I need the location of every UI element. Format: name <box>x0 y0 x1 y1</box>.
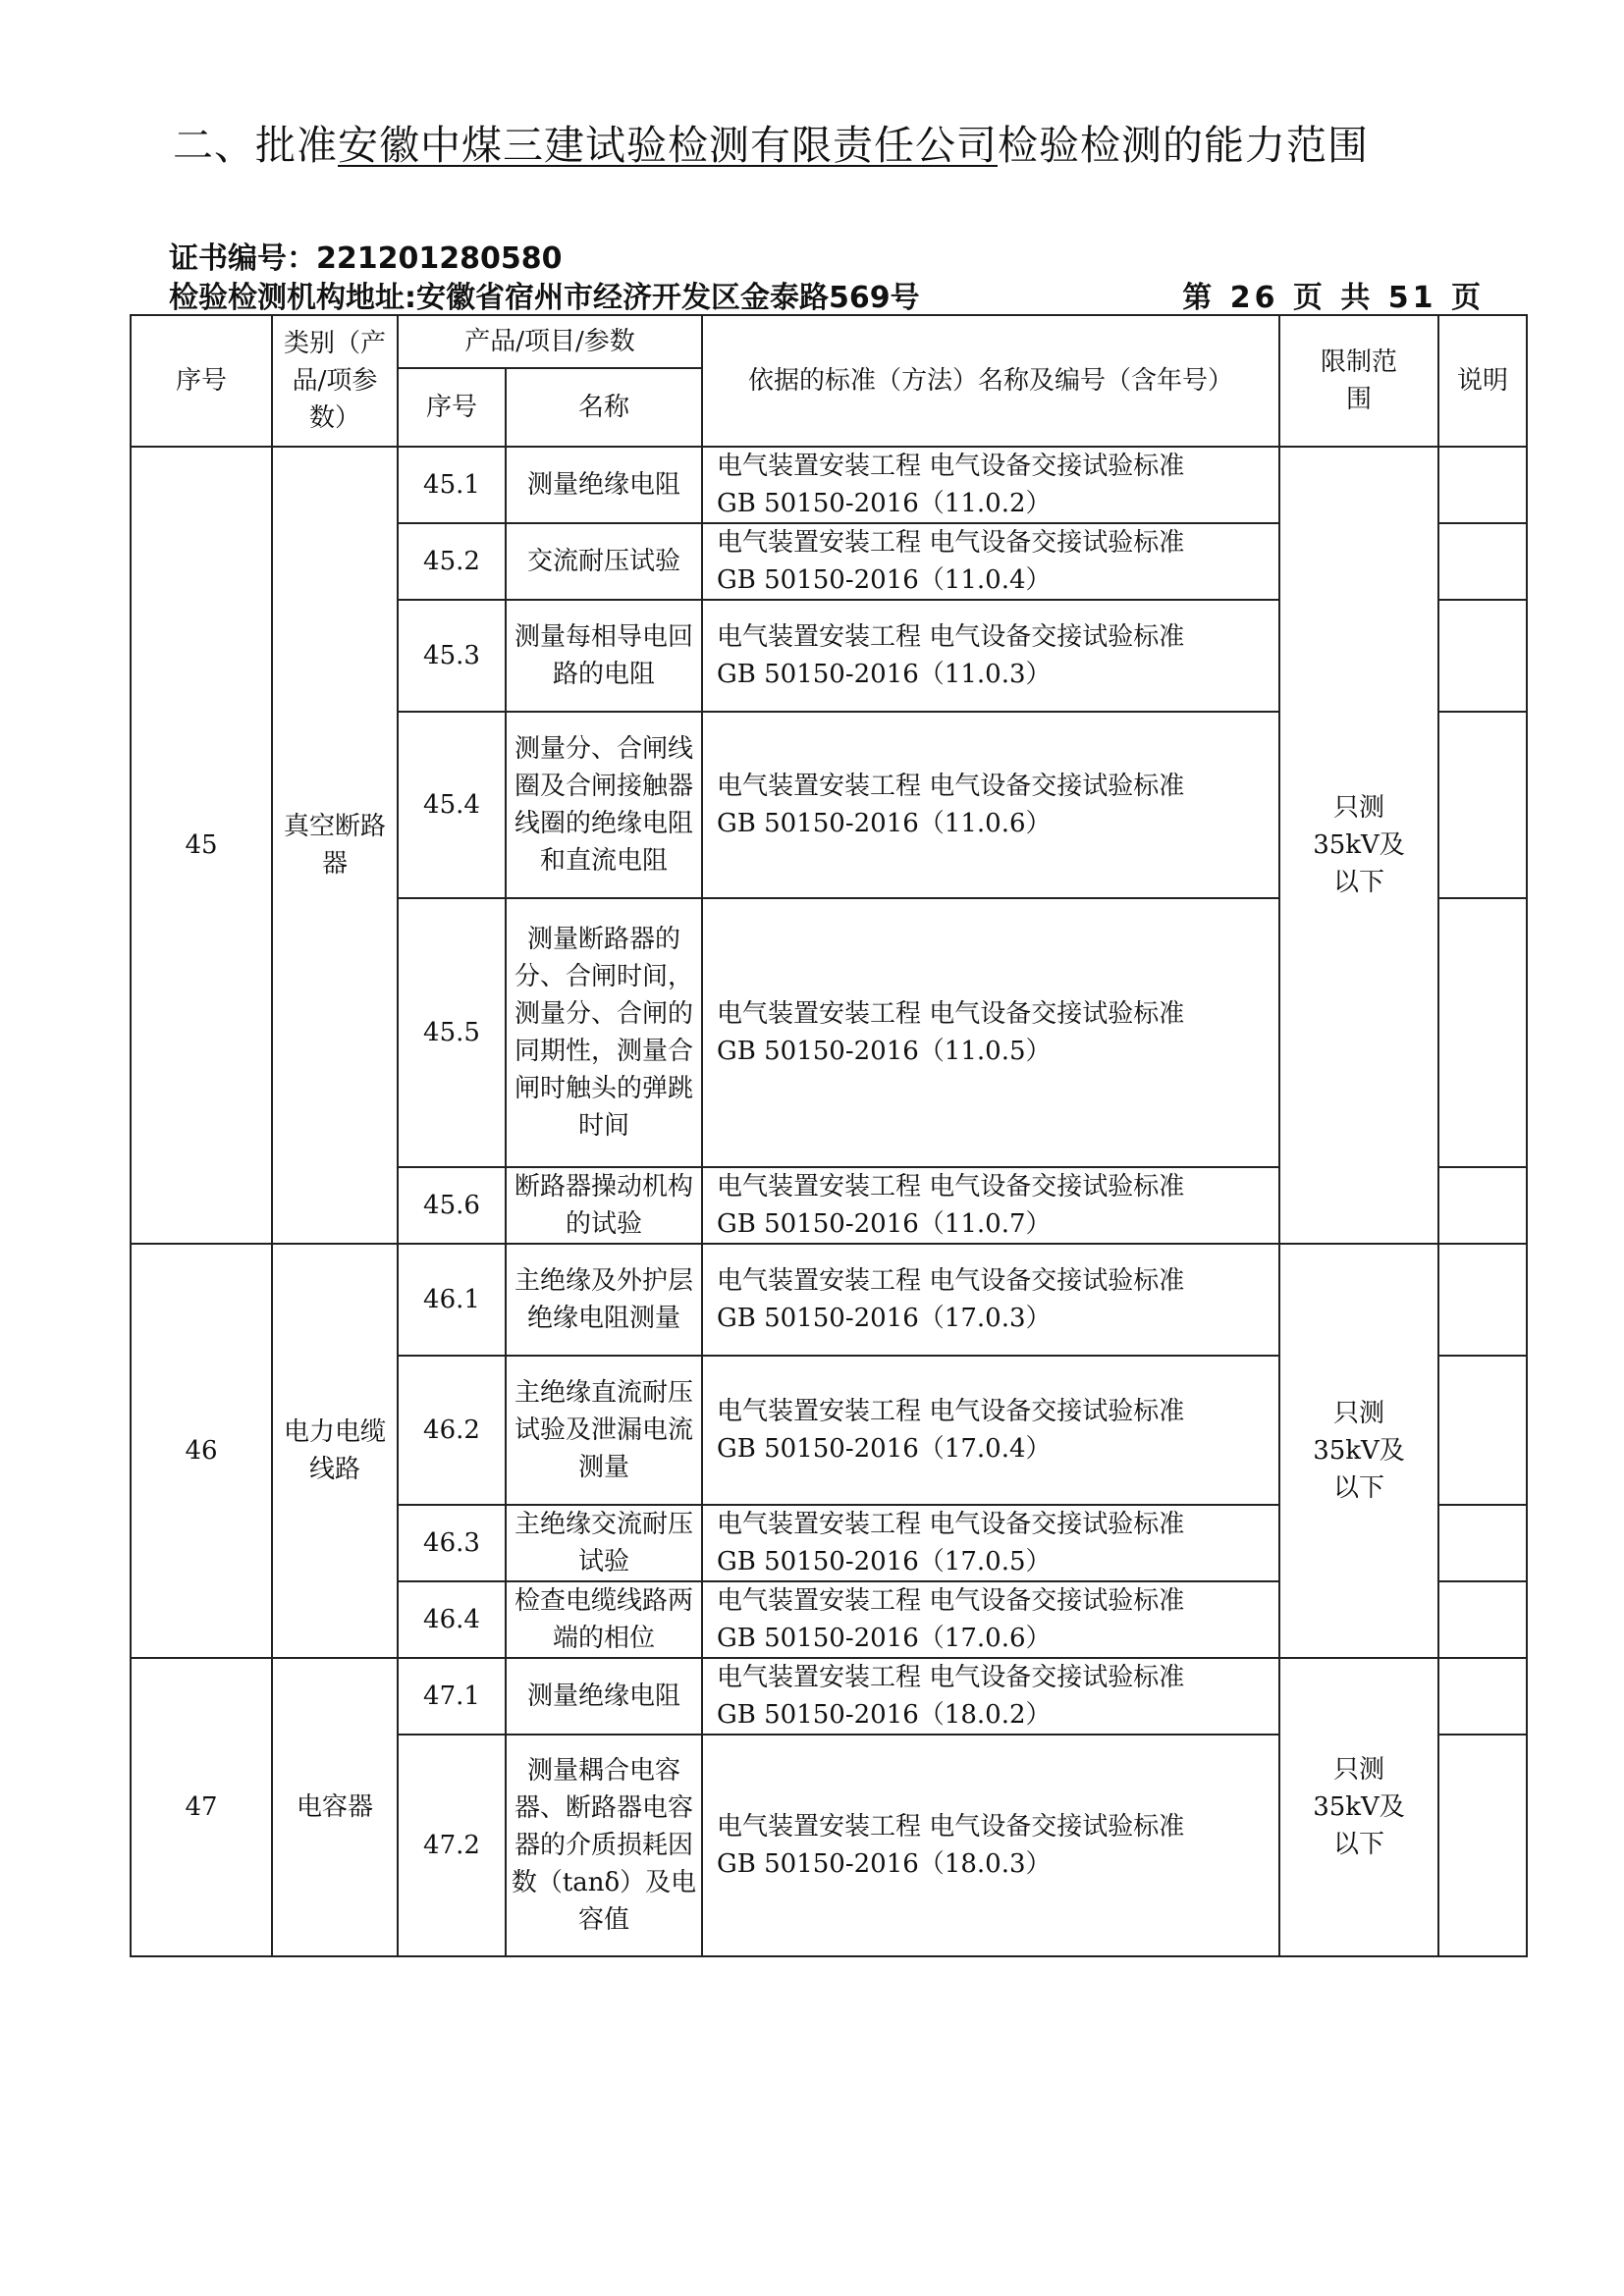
standard-code: GB 50150-2016（17.0.3） <box>717 1304 1052 1333</box>
standard-name: 电气装置安装工程 电气设备交接试验标准 <box>717 999 1185 1029</box>
standard-code: GB 50150-2016（11.0.5） <box>717 1037 1052 1066</box>
item-note <box>1438 712 1527 898</box>
item-standard <box>702 447 1279 523</box>
standard-code: GB 50150-2016（17.0.5） <box>717 1547 1052 1576</box>
item-sub-seq: 45.5 <box>398 898 506 1167</box>
item-sub-seq: 45.1 <box>398 447 506 523</box>
item-name: 测量耦合电容器、断路器电容器的介质损耗因数（tanδ）及电容值 <box>506 1735 702 1956</box>
item-standard <box>702 1356 1279 1505</box>
item-sub-seq: 46.4 <box>398 1581 506 1658</box>
item-standard <box>702 1735 1279 1956</box>
item-sub-seq: 45.2 <box>398 523 506 600</box>
item-sub-seq: 47.1 <box>398 1658 506 1735</box>
page-title <box>173 113 1489 171</box>
item-name: 断路器操动机构的试验 <box>506 1167 702 1244</box>
item-standard <box>702 600 1279 712</box>
item-note <box>1438 1244 1527 1356</box>
standard-name: 电气装置安装工程 电气设备交接试验标准 <box>717 1510 1185 1539</box>
item-note <box>1438 898 1527 1167</box>
standard-code: GB 50150-2016（11.0.4） <box>717 565 1052 595</box>
item-standard <box>702 1505 1279 1581</box>
group-category: 真空断路器 <box>272 447 398 1244</box>
standard-code: GB 50150-2016（18.0.2） <box>717 1700 1052 1730</box>
header-category: 类别（产品/项参数） <box>272 315 398 447</box>
standard-name: 电气装置安装工程 电气设备交接试验标准 <box>717 1397 1185 1426</box>
item-sub-seq: 46.3 <box>398 1505 506 1581</box>
item-note <box>1438 1581 1527 1658</box>
item-standard <box>702 1658 1279 1735</box>
standard-code: GB 50150-2016（17.0.6） <box>717 1624 1052 1653</box>
item-sub-seq: 45.3 <box>398 600 506 712</box>
item-name: 主绝缘交流耐压试验 <box>506 1505 702 1581</box>
address-line <box>169 273 1485 315</box>
item-name: 测量绝缘电阻 <box>506 447 702 523</box>
header-name: 名称 <box>506 368 702 447</box>
scope-table <box>130 314 1528 1957</box>
group-limit: 只测35kV及以下 <box>1279 1658 1438 1956</box>
item-standard <box>702 1581 1279 1658</box>
item-note <box>1438 523 1527 600</box>
item-standard <box>702 1167 1279 1244</box>
group-seq: 46 <box>131 1244 272 1658</box>
standard-name: 电气装置安装工程 电气设备交接试验标准 <box>717 1266 1185 1296</box>
item-note <box>1438 447 1527 523</box>
item-name: 测量断路器的分、合闸时间，测量分、合闸的同期性，测量合闸时触头的弹跳时间 <box>506 898 702 1167</box>
title-prefix: 二、批准 <box>173 122 338 169</box>
header-sub-seq: 序号 <box>398 368 506 447</box>
standard-code: GB 50150-2016（11.0.2） <box>717 489 1052 518</box>
standard-code: GB 50150-2016（17.0.4） <box>717 1434 1052 1464</box>
cert-number: 221201280580 <box>316 241 563 276</box>
standard-name: 电气装置安装工程 电气设备交接试验标准 <box>717 1663 1185 1692</box>
item-sub-seq: 46.2 <box>398 1356 506 1505</box>
item-name: 主绝缘及外护层绝缘电阻测量 <box>506 1244 702 1356</box>
group-limit: 只测35kV及以下 <box>1279 447 1438 1244</box>
item-standard <box>702 1244 1279 1356</box>
header-product-group: 产品/项目/参数 <box>398 315 702 368</box>
item-name: 测量每相导电回路的电阻 <box>506 600 702 712</box>
standard-name: 电气装置安装工程 电气设备交接试验标准 <box>717 622 1185 652</box>
item-sub-seq: 47.2 <box>398 1735 506 1956</box>
table-row <box>131 1658 1527 1735</box>
item-sub-seq: 45.6 <box>398 1167 506 1244</box>
standard-code: GB 50150-2016（11.0.3） <box>717 660 1052 689</box>
item-note <box>1438 1167 1527 1244</box>
item-name: 主绝缘直流耐压试验及泄漏电流测量 <box>506 1356 702 1505</box>
address-label: 检验检测机构地址: <box>169 281 416 315</box>
standard-name: 电气装置安装工程 电气设备交接试验标准 <box>717 452 1185 481</box>
group-limit: 只测35kV及以下 <box>1279 1244 1438 1658</box>
item-note <box>1438 1505 1527 1581</box>
header-limit: 限制范围 <box>1279 315 1438 447</box>
item-note <box>1438 600 1527 712</box>
certificate-line <box>169 234 563 277</box>
item-note <box>1438 1356 1527 1505</box>
address-value: 安徽省宿州市经济开发区金泰路569号 <box>416 281 920 315</box>
item-sub-seq: 45.4 <box>398 712 506 898</box>
item-standard <box>702 712 1279 898</box>
standard-name: 电气装置安装工程 电气设备交接试验标准 <box>717 772 1185 801</box>
cert-label: 证书编号： <box>169 241 316 276</box>
item-name: 检查电缆线路两端的相位 <box>506 1581 702 1658</box>
standard-name: 电气装置安装工程 电气设备交接试验标准 <box>717 1586 1185 1616</box>
standard-code: GB 50150-2016（11.0.6） <box>717 809 1052 838</box>
header-seq: 序号 <box>131 315 272 447</box>
standard-code: GB 50150-2016（18.0.3） <box>717 1849 1052 1879</box>
item-standard <box>702 898 1279 1167</box>
item-name: 交流耐压试验 <box>506 523 702 600</box>
table-row <box>131 1244 1527 1356</box>
standard-name: 电气装置安装工程 电气设备交接试验标准 <box>717 528 1185 558</box>
item-note <box>1438 1735 1527 1956</box>
item-note <box>1438 1658 1527 1735</box>
group-seq: 45 <box>131 447 272 1244</box>
table-row <box>131 447 1527 523</box>
item-sub-seq: 46.1 <box>398 1244 506 1356</box>
group-category: 电力电缆线路 <box>272 1244 398 1658</box>
title-suffix: 检验检测的能力范围 <box>998 122 1369 169</box>
header-note: 说明 <box>1438 315 1527 447</box>
standard-name: 电气装置安装工程 电气设备交接试验标准 <box>717 1172 1185 1201</box>
standard-code: GB 50150-2016（11.0.7） <box>717 1209 1052 1239</box>
standard-name: 电气装置安装工程 电气设备交接试验标准 <box>717 1812 1185 1842</box>
page-info: 第 26 页 共 51 页 <box>1182 281 1485 315</box>
group-category: 电容器 <box>272 1658 398 1956</box>
item-name: 测量分、合闸线圈及合闸接触器线圈的绝缘电阻和直流电阻 <box>506 712 702 898</box>
header-standard: 依据的标准（方法）名称及编号（含年号） <box>702 315 1279 447</box>
group-seq: 47 <box>131 1658 272 1956</box>
org-name: 安徽中煤三建试验检测有限责任公司 <box>338 122 998 169</box>
item-standard <box>702 523 1279 600</box>
item-name: 测量绝缘电阻 <box>506 1658 702 1735</box>
